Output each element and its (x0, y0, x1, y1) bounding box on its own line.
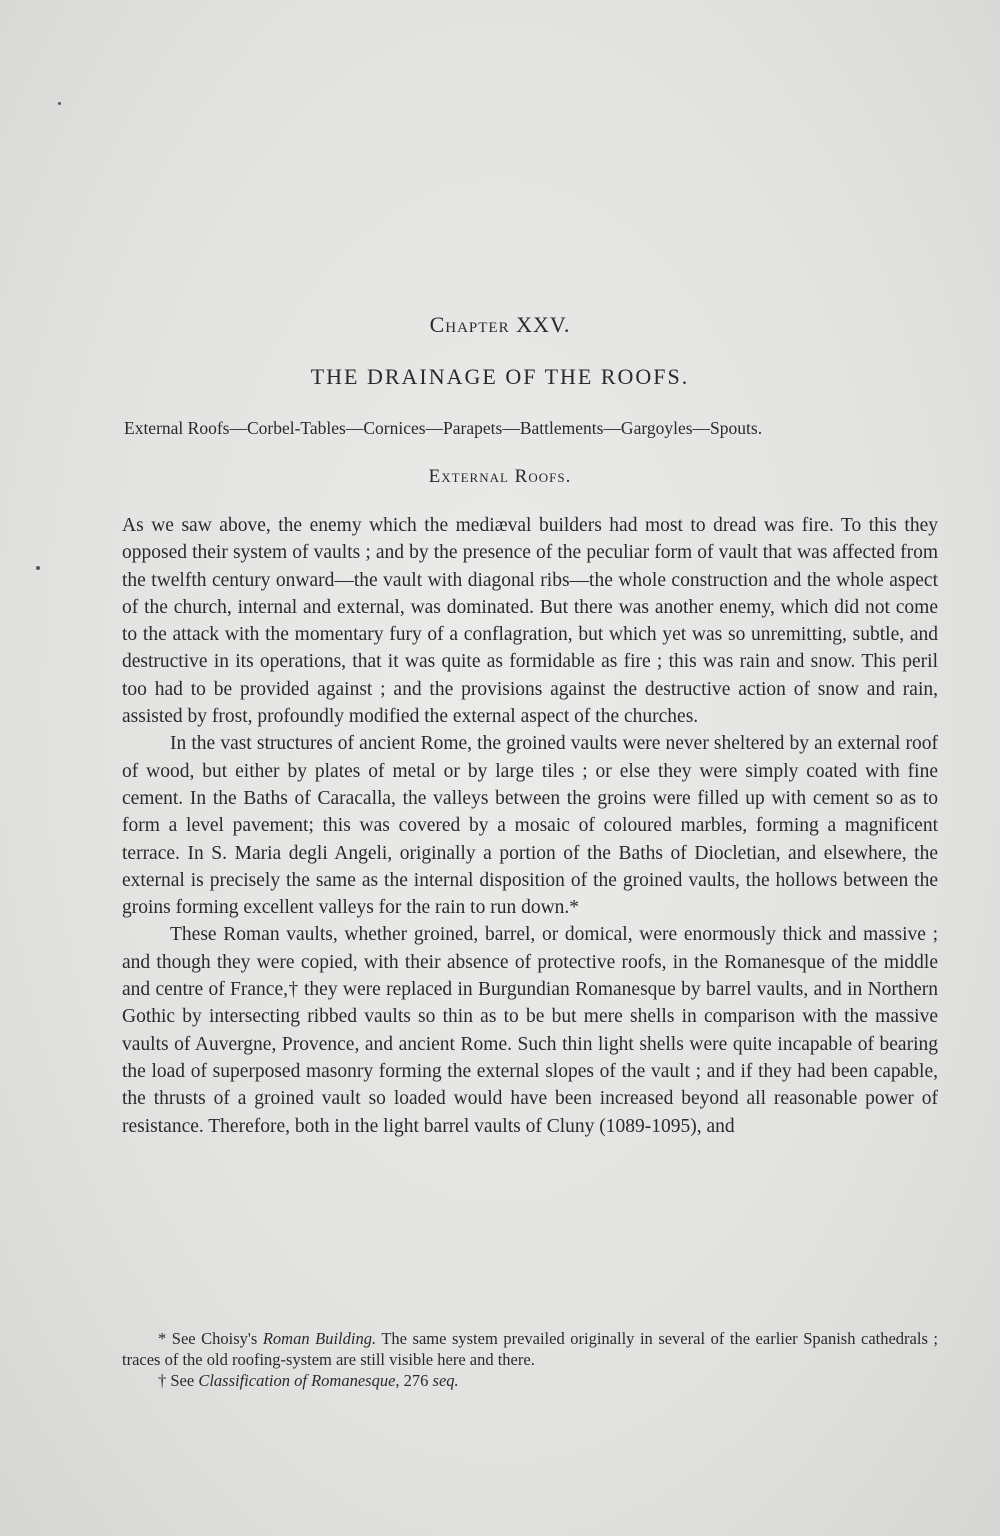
footnotes (122, 1328, 938, 1391)
footnote-1 (122, 1328, 938, 1370)
footnote-2-seq: seq. (432, 1371, 459, 1390)
footnote-1-prefix: * See Choisy's (158, 1329, 263, 1348)
paragraph-1: As we saw above, the enemy which the mediæval builders had most to dread was fire. To this they opposed their system of vaults ; and by the presence of the peculiar form of vault that was affected from the twelfth century onward—the vault with diagonal ribs—the whole construction and the whole aspect of the church, internal and external, was dominated. But there was another enemy, which did not come to the attack with the momentary fury of a conflagration, but which yet was so unremitting, subtle, and destructive in its operations, that it was quite as formidable as fire ; this was rain and snow. This peril too had to be provided against ; and the provisions against the destructive action of snow and rain, assisted by frost, profoundly modified the external aspect of the churches. (122, 515, 938, 728)
paper-speck (58, 102, 61, 105)
body-text (122, 512, 938, 1140)
paragraph-3: These Roman vaults, whether groined, barrel, or domical, were enormously thick and massive ; and though they were copied, with their absence of protective roofs, in the Romanesque of the middle and centre of France,† they were replaced in Burgundian Romanesque by barrel vaults, and in Northern Gothic by intersecting ribbed vaults so thin as to be but mere shells in comparison with the massive vaults of Auvergne, Provence, and ancient Rome. Such thin light shells were quite incapable of bearing the load of superposed masonry forming the external slopes of the vault ; and if they had been capable, the thrusts of a groined vault so loaded would have been increased beyond all reasonable power of resistance. Therefore, both in the light barrel vaults of Cluny (1089-1095), and (122, 924, 938, 1137)
footnote-2-text: , 276 (395, 1371, 433, 1390)
chapter-title: THE DRAINAGE OF THE ROOFS. (310, 364, 690, 389)
section-heading: External Roofs. (428, 466, 572, 487)
footnote-2-work-title: Classification of Romanesque (198, 1371, 396, 1390)
chapter-contents-summary: External Roofs—Corbel-Tables—Cornices—Parapets—Battlements—Gargoyles—Spouts. (124, 418, 763, 438)
footnote-2 (122, 1370, 938, 1391)
paper-speck (36, 566, 40, 570)
footnote-1-work-title: Roman Building. (262, 1329, 377, 1348)
chapter-number: Chapter XXV. (429, 312, 571, 337)
footnote-1-text: The same system prevailed originally in several of the earlier Spanish cathedrals ; traces of the old roofing-system are still visible here and there. (122, 1329, 939, 1369)
paragraph-2: In the vast structures of ancient Rome, the groined vaults were never sheltered by an external roof of wood, but either by plates of metal or by large tiles ; or else they were simply coated with fine cement. In the Baths of Caracalla, the valleys between the groins were filled up with cement so as to form a level pavement; this was covered by a mosaic of coloured marbles, forming a magnificent terrace. In S. Maria degli Angeli, originally a portion of the Baths of Diocletian, and elsewhere, the external is precisely the same as the internal disposition of the groined vaults, the hollows between the groins forming excellent valleys for the rain to run down.* (122, 733, 938, 919)
footnote-2-prefix: † See (158, 1371, 199, 1390)
